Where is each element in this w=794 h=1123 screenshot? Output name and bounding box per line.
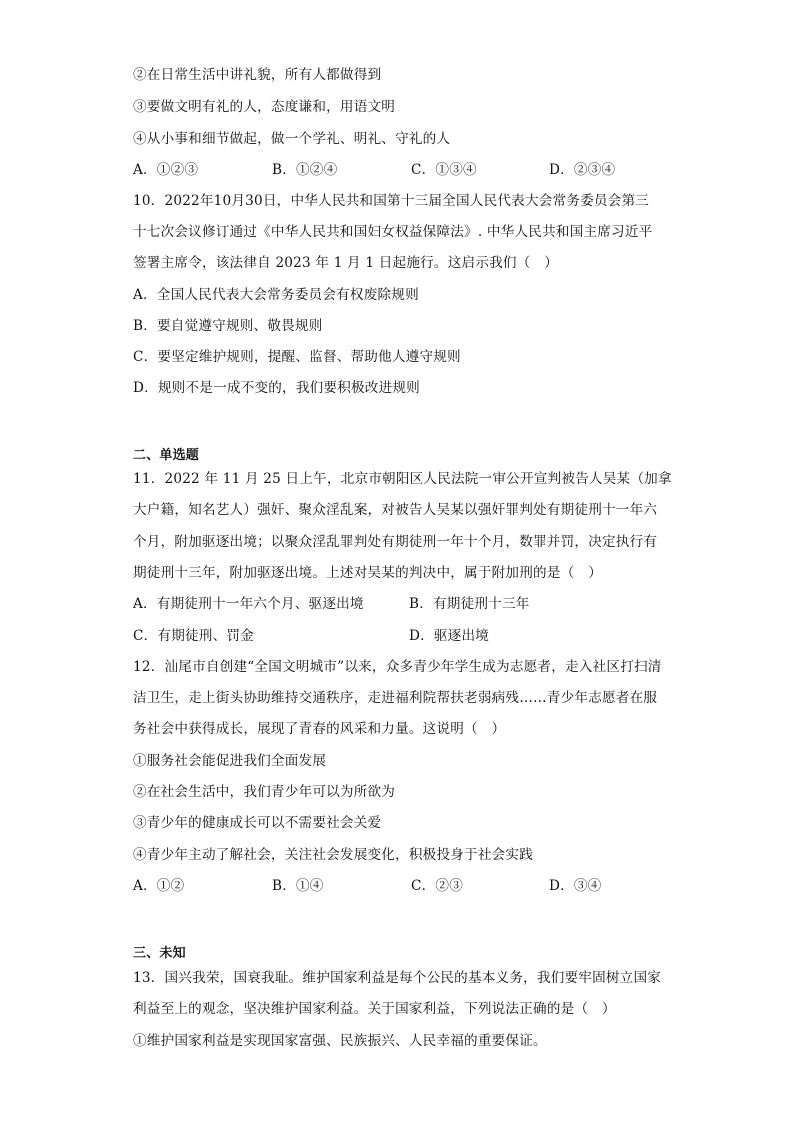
q12-item-4: ④青少年主动了解社会，关注社会发展变化，积极投身于社会实践 — [133, 847, 534, 863]
q10-option-c[interactable]: C．要坚定维护规则，提醒、监督、帮助他人遵守规则 — [133, 349, 461, 365]
section-heading-single-choice: 二、单选题 — [133, 448, 200, 463]
q11-stem-line-4: 期徒刑十三年，附加驱逐出境。上述对吴某的判决中，属于附加刑的是（ ） — [133, 565, 602, 581]
q12-option-c[interactable]: C．②③ — [411, 878, 463, 894]
q11-option-a[interactable]: A．有期徒刑十一年六个月、驱逐出境 — [133, 596, 364, 612]
q12-option-d[interactable]: D．③④ — [549, 878, 602, 894]
q11-option-d[interactable]: D．驱逐出境 — [409, 628, 490, 644]
q12-option-b[interactable]: B．①④ — [272, 878, 324, 894]
q9-item-4: ④从小事和细节做起，做一个学礼、明礼、守礼的人 — [133, 131, 451, 147]
q12-stem-line-2: 洁卫生，走上街头协助维持交通秩序，走进福利院帮扶老弱病残……青少年志愿者在服 — [133, 690, 658, 706]
q11-option-b[interactable]: B．有期徒刑十三年 — [409, 596, 530, 612]
q12-item-2: ②在社会生活中，我们青少年可以为所欲为 — [133, 784, 396, 800]
q10-option-d[interactable]: D．规则不是一成不变的，我们要积极改进规则 — [133, 380, 420, 396]
q10-option-b[interactable]: B．要自觉遵守规则、敬畏规则 — [133, 318, 323, 334]
q12-item-1: ①服务社会能促进我们全面发展 — [133, 753, 327, 769]
q10-stem-line-1: 10．2022年10月30日，中华人民共和国第十三届全国人民代表大会常务委员会第三 — [133, 193, 650, 209]
q10-option-a[interactable]: A．全国人民代表大会常务委员会有权废除规则 — [133, 287, 419, 303]
q10-stem-line-3: 签署主席令，该法律自 2023 年 1 月 1 日起施行。这启示我们（ ） — [133, 255, 559, 271]
q11-stem-line-1: 11．2022 年 11 月 25 日上午，北京市朝阳区人民法院一审公开宣判被告人吴某（加拿 — [133, 471, 672, 487]
q9-item-3: ③要做文明有礼的人，态度谦和，用语文明 — [133, 99, 396, 115]
q12-stem-line-3: 务社会中获得成长，展现了青春的风采和力量。这说明（ ） — [133, 721, 506, 737]
q13-item-1: ①维护国家利益是实现国家富强、民族振兴、人民幸福的重要保证。 — [133, 1033, 547, 1049]
q9-option-c[interactable]: C．①③④ — [411, 162, 477, 178]
q13-stem-line-1: 13．国兴我荣，国衰我耻。维护国家利益是每个公民的基本义务，我们要牢固树立国家 — [133, 970, 662, 986]
q11-option-c[interactable]: C．有期徒刑、罚金 — [133, 628, 254, 644]
q12-item-3: ③青少年的健康成长可以不需要社会关爱 — [133, 815, 382, 831]
q9-option-a[interactable]: A．①②③ — [133, 162, 199, 178]
q11-stem-line-2: 大户籍，知名艺人）强奸、聚众淫乱案，对被告人吴某以强奸罪判处有期徒刑十一年六 — [133, 502, 658, 518]
q12-stem-line-1: 12．汕尾市自创建“全国文明城市”以来，众多青少年学生成为志愿者，走入社区打扫清 — [133, 659, 662, 675]
q9-option-b[interactable]: B．①②④ — [272, 162, 338, 178]
q11-stem-line-3: 个月，附加驱逐出境；以聚众淫乱罪判处有期徒刑一年十个月，数罪并罚，决定执行有 — [133, 534, 658, 550]
section-heading-unknown: 三、未知 — [133, 946, 186, 961]
q9-item-2: ②在日常生活中讲礼貌，所有人都做得到 — [133, 67, 382, 83]
q10-stem-line-2: 十七次会议修订通过《中华人民共和国妇女权益保障法》. 中华人民共和国主席习近平 — [133, 224, 653, 240]
q13-stem-line-2: 利益至上的观念，坚决维护国家利益。关于国家利益，下列说法正确的是（ ） — [133, 1001, 616, 1017]
q12-option-a[interactable]: A．①② — [133, 878, 185, 894]
q9-option-d[interactable]: D．②③④ — [549, 162, 616, 178]
